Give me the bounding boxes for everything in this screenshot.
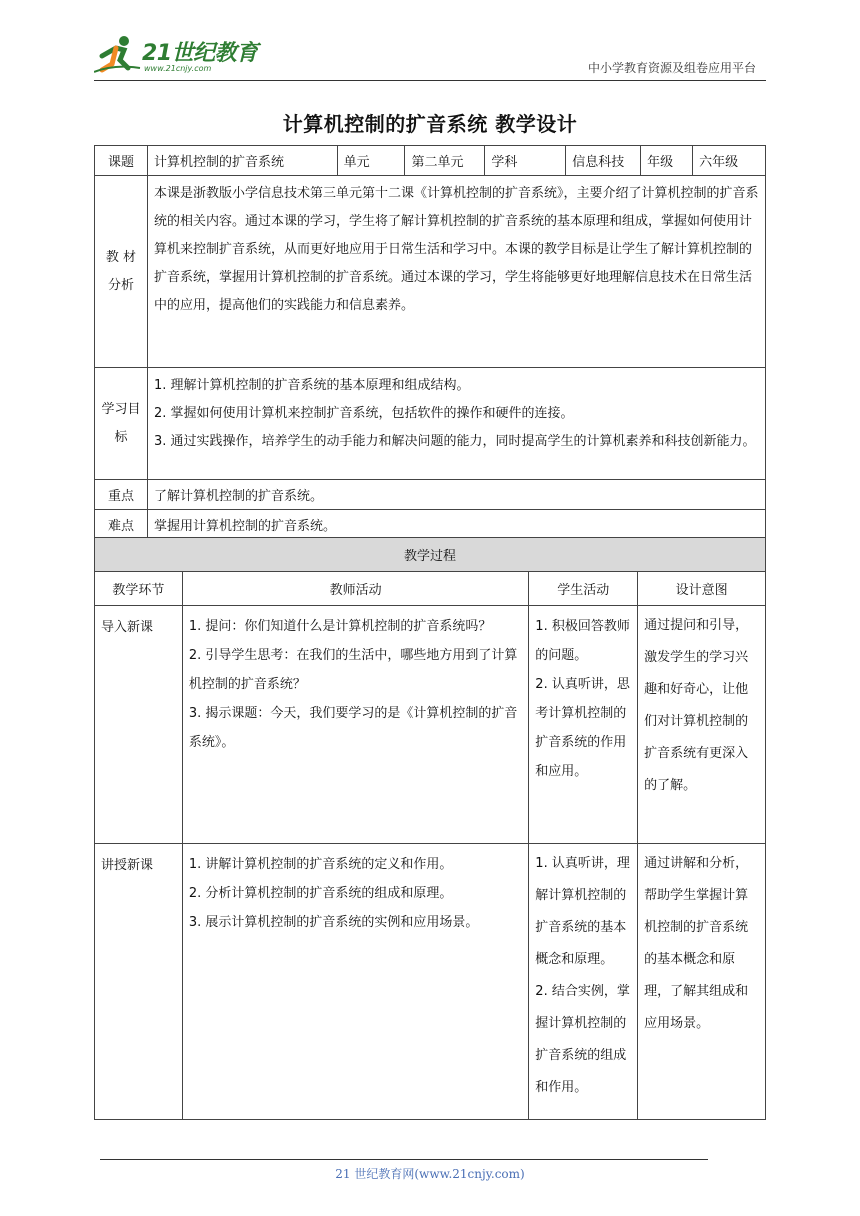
difficulty-text: 掌握用计算机控制的扩音系统。: [147, 510, 765, 540]
column-header: 设计意图: [638, 572, 766, 606]
page-header: [94, 30, 766, 81]
column-header: 学生活动: [529, 572, 638, 606]
teacher-step: 3. 揭示课题：今天，我们要学习的是《计算机控制的扩音系统》。: [188, 706, 518, 750]
intent-cell: 通过提问和引导，激发学生的学习兴趣和好奇心，让他们对计算机控制的扩音系统有更深入的了解。: [638, 606, 766, 844]
goal-item: 3. 通过实践操作，培养学生的动手能力和解决问题的能力，同时提高学生的计算机素养和科技创新能力。: [153, 434, 756, 449]
teacher-step: 3. 展示计算机控制的扩音系统的实例和应用场景。: [188, 915, 479, 930]
lesson-value: 计算机控制的扩音系统: [147, 146, 337, 176]
goal-item: 1. 理解计算机控制的扩音系统的基本原理和组成结构。: [153, 378, 470, 393]
table-row: [95, 844, 766, 1120]
lesson-info-table: [94, 145, 766, 540]
student-step: 2. 结合实例，掌握计算机控制的扩音系统的组成和作用。: [535, 984, 630, 1095]
stage-cell: 导入新课: [95, 606, 183, 844]
subject-value: 信息科技: [566, 146, 641, 176]
goals-list: [147, 368, 765, 480]
teacher-step: 1. 提问：你们知道什么是计算机控制的扩音系统吗？: [188, 619, 492, 634]
page-footer: 21 世纪教育网(www.21cnjy.com): [335, 1167, 525, 1181]
teacher-activity-cell: [182, 844, 528, 1120]
unit-value: 第二单元: [405, 146, 485, 176]
teacher-activity-cell: [182, 606, 528, 844]
page-title: 计算机控制的扩音系统 教学设计: [282, 112, 578, 136]
student-activity-cell: [529, 606, 638, 844]
lesson-label: 课题: [95, 146, 148, 176]
column-header: 教师活动: [182, 572, 528, 606]
site-logo: [94, 34, 269, 76]
key-label: 重点: [95, 480, 148, 510]
grade-label: 年级: [641, 146, 693, 176]
goals-label: 学习目标: [95, 368, 148, 480]
material-text: 本课是浙教版小学信息技术第三单元第十二课《计算机控制的扩音系统》，主要介绍了计算机控制的扩音系统的相关内容。通过本课的学习，学生将了解计算机控制的扩音系统的基本原理和组成，掌握如何使用计算机来控制扩音系统，从而更好地应用于日常生活和学习中。本课的教学目标是让学生了解计算机控制的扩音系统，掌握用计算机控制的扩音系统。通过本课的学习，学生将能够更好地理解信息技术在日常生活中的应用，提高他们的实践能力和信息素养。: [147, 176, 765, 368]
logo-url: www.21cnjy.com: [144, 64, 212, 73]
stage-cell: 讲授新课: [95, 844, 183, 1120]
intent-cell: 通过讲解和分析，帮助学生掌握计算机控制的扩音系统的基本概念和原理，了解其组成和应用场景。: [638, 844, 766, 1120]
table-row: [95, 606, 766, 844]
process-heading: 教学过程: [95, 538, 766, 572]
column-header: 教学环节: [95, 572, 183, 606]
platform-name: 中小学教育资源及组卷应用平台: [587, 61, 756, 75]
teaching-process-table: [94, 537, 766, 1120]
unit-label: 单元: [337, 146, 405, 176]
student-step: 1. 认真听讲，理解计算机控制的扩音系统的基本概念和原理。: [535, 856, 630, 967]
teacher-step: 1. 讲解计算机控制的扩音系统的定义和作用。: [188, 857, 453, 872]
footer-divider: [100, 1159, 708, 1160]
student-step: 2. 认真听讲，思考计算机控制的扩音系统的作用和应用。: [535, 677, 630, 779]
student-activity-cell: [529, 844, 638, 1120]
material-label: 教 材分析: [95, 176, 148, 368]
logo-text: 21世纪教育: [142, 41, 258, 66]
student-step: 1. 积极回答教师的问题。: [535, 619, 630, 663]
teacher-step: 2. 引导学生思考：在我们的生活中，哪些地方用到了计算机控制的扩音系统？: [188, 648, 518, 692]
goal-item: 2. 掌握如何使用计算机来控制扩音系统，包括软件的操作和硬件的连接。: [153, 406, 574, 421]
difficulty-label: 难点: [95, 510, 148, 540]
subject-label: 学科: [485, 146, 566, 176]
runner-icon: [94, 34, 142, 74]
grade-value: 六年级: [693, 146, 766, 176]
teacher-step: 2. 分析计算机控制的扩音系统的组成和原理。: [188, 886, 453, 901]
key-text: 了解计算机控制的扩音系统。: [147, 480, 765, 510]
